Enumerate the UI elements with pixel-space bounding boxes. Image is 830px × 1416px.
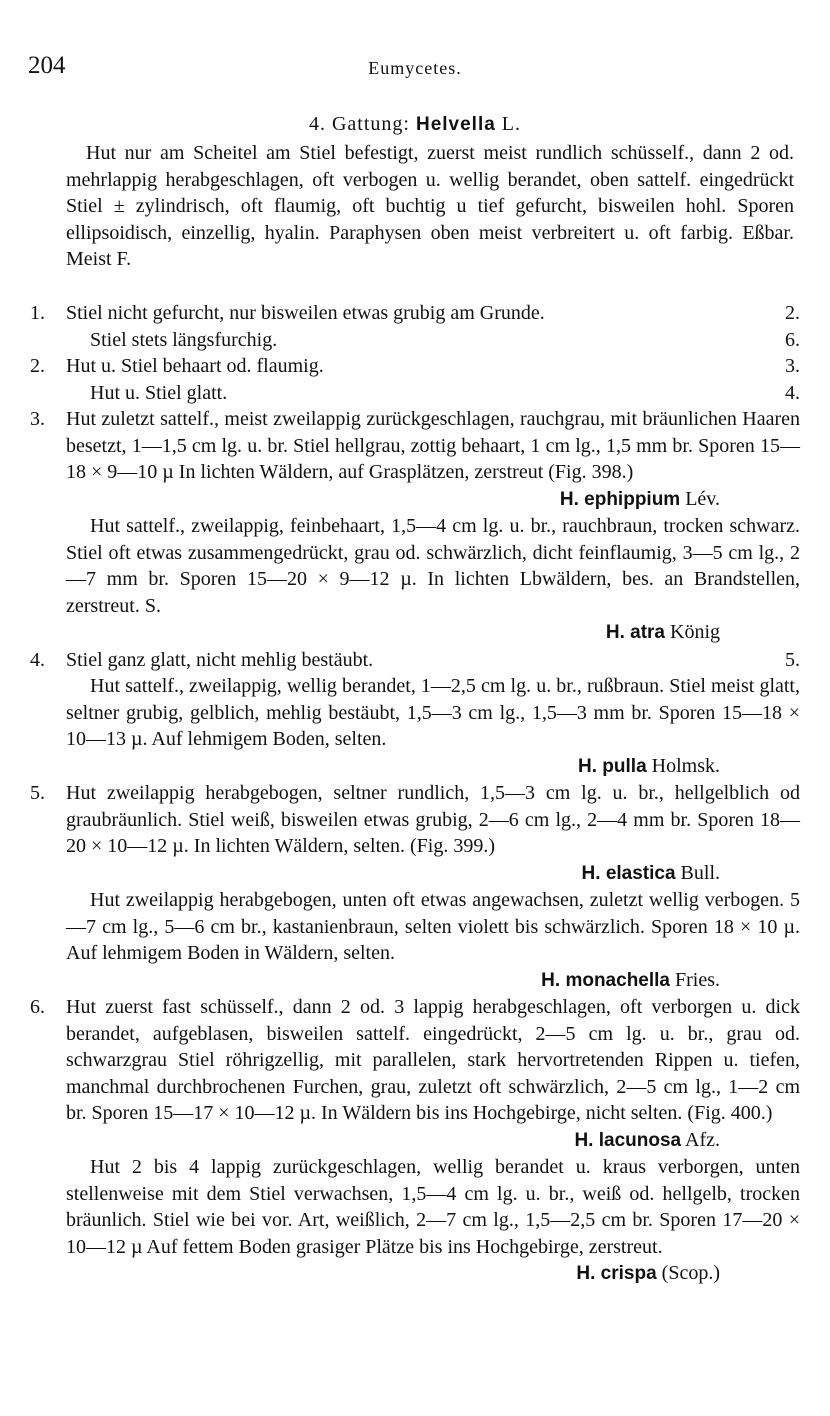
species-name: H. crispa [576,1263,657,1284]
species-entry-crispa [30,1154,800,1288]
key-text: Hut u. Stiel behaart od. flaumig. [66,355,324,377]
species-name: H. atra [605,622,665,643]
species-entry-elastica [30,780,800,887]
key-number: 2. [30,355,45,377]
species-author: (Scop.) [656,1262,720,1284]
entry-text: Hut sattelf., zweilappig, wellig berandet, 1—2,5 cm lg. u. br., rußbraun. Stiel meist glatt, seltner grubig, gelblich, mehlig bestäubt, 1,5—3 cm lg., 1,5—3 mm br. Sporen 15—18 × 10—13 µ. Auf lehmigem Boden, selten. [66,675,800,750]
key-text: Hut u. Stiel glatt. [90,381,228,404]
entry-text: Hut zweilappig herabgebogen, seltner rundlich, 1,5—3 cm lg. u. br., hellgelblich od graubräunlich. Stiel weiß, bisweilen etwas grubig, 2—6 cm lg., 2—4 mm br. Sporen 18—20 × 10—12 µ. In lichten Wäldern, selten. (Fig. 399.) [66,782,800,857]
entry-text: Hut zuletzt sattelf., meist zweilappig zurückgeschlagen, rauchgrau, mit bräunlichen Haaren besetzt, 1—1,5 cm lg. u. br. Stiel hellgrau, zottig behaart, 1 cm lg., 1,5 mm br. Sporen 15—18 × 9—10 µ In lichten Wäldern, auf Grasplätzen, zerstreut (Fig. 398.) [66,408,800,483]
species-entry-monachella [30,887,800,994]
species-name: H. elastica [581,862,676,884]
key-lead: 4. [785,381,800,404]
species-author: König [665,621,720,643]
species-author: Afz. [681,1128,720,1151]
key-text: Stiel stets längsfurchig. [90,328,278,351]
page-number: 204 [28,52,66,79]
species-name: H. pulla [578,755,647,777]
entry-number: 6. [30,996,45,1018]
entry-text: Hut sattelf., zweilappig, feinbehaart, 1,5—4 cm lg. u. br., rauchbraun, trocken schwarz. Stiel oft etwas zusammengedrückt, grau od. schwärzlich, dicht feinflaumig, 3—5 cm lg., 2—7 mm br. Sporen 15—20 × 9—12 µ. In lichten Lbwäldern, bes. an Brandstellen, zerstreut. S. [66,515,800,617]
page-header [28,52,802,88]
key-text: Stiel nicht gefurcht, nur bisweilen etwas grubig am Grunde. [66,302,545,324]
entry-head: Stiel ganz glatt, nicht mehlig bestäubt. [66,648,374,671]
species-name: H. monachella [541,969,670,991]
species-entry-atra [30,513,800,647]
key-number: 1. [30,302,45,324]
entry-text: Hut zuerst fast schüsself., dann 2 od. 3 lappig herabgeschlagen, oft verborgen u. dick berandet, aufgeblasen, bisweilen sattelf. eingedrückt, 2—5 cm lg. u. br., grau od. schwarzgrau Stiel röhrigzellig, mit parallelen, stark hervortretenden Rippen u. tiefen, manchmal durchbrochenen Furchen, grau, zuletzt oft schwärzlich, 2—5 cm lg., 1—2 cm br. Sporen 15—17 × 10—12 µ. In Wäldern bis ins Hochgebirge, nicht selten. (Fig. 400.) [66,996,800,1124]
species-author: Lév. [680,487,720,510]
key-line [30,327,800,354]
species-entry-pulla [30,647,800,781]
genus-heading [0,113,830,136]
species-author: Fries. [670,968,720,991]
species-name: H. ephippium [559,488,681,510]
genus-description [66,140,794,273]
entry-number: 5. [30,782,45,804]
species-author: Bull. [675,861,720,884]
entry-text: Hut 2 bis 4 lappig zurückgeschlagen, wellig berandet u. kraus verborgen, unten stellenweise mit dem Stiel verwachsen, 1,5—4 cm lg. u. br., weiß od. hellgelb, trocken bräunlich. Stiel wie bei vor. Art, weißlich, 2—7 cm lg., 1,5—2,5 cm br. Sporen 17—20 × 10—12 µ Auf fettem Boden grasiger Plätze bis ins Hochgebirge, zerstreut. [66,1156,800,1258]
key-line [30,353,800,380]
key-line [30,300,800,327]
running-title: Eumycetes. [368,58,462,78]
species-author: Holmsk. [646,754,720,777]
key-line [30,380,800,407]
species-key [30,300,800,1288]
genus-author: L. [495,113,522,135]
entry-number: 3. [30,408,45,430]
species-entry-lacunosa [30,994,800,1154]
species-entry-ephippium [30,406,800,513]
key-lead: 6. [785,328,800,351]
species-name: H. lacunosa [574,1129,682,1151]
key-lead: 2. [785,302,800,324]
genus-name: Helvella [415,114,496,135]
entry-number: 4. [30,648,45,671]
genus-prefix: 4. Gattung: [308,113,416,135]
key-lead: 5. [785,648,800,671]
key-lead: 3. [785,355,800,377]
entry-text: Hut zweilappig herabgebogen, unten oft etwas angewachsen, zuletzt wellig verbogen. 5—7 cm lg., 5—6 cm br., kastanienbraun, selten violett bis schwärzlich. Sporen 18 × 10 µ. Auf lehmigem Boden in Wäldern, selten. [66,889,800,964]
genus-description-text: Hut nur am Scheitel am Stiel befestigt, zuerst meist rundlich schüsself., dann 2 od. mehrlappig herabgeschlagen, oft verbogen u. wellig berandet, oben sattelf. eingedrückt Stiel ± zylindrisch, oft flaumig, oft buchtig u tief gefurcht, bisweilen hohl. Sporen ellipsoidisch, einzellig, hyalin. Paraphysen oben meist verbreitert u. oft farbig. Eßbar. Meist F. [66,142,794,270]
